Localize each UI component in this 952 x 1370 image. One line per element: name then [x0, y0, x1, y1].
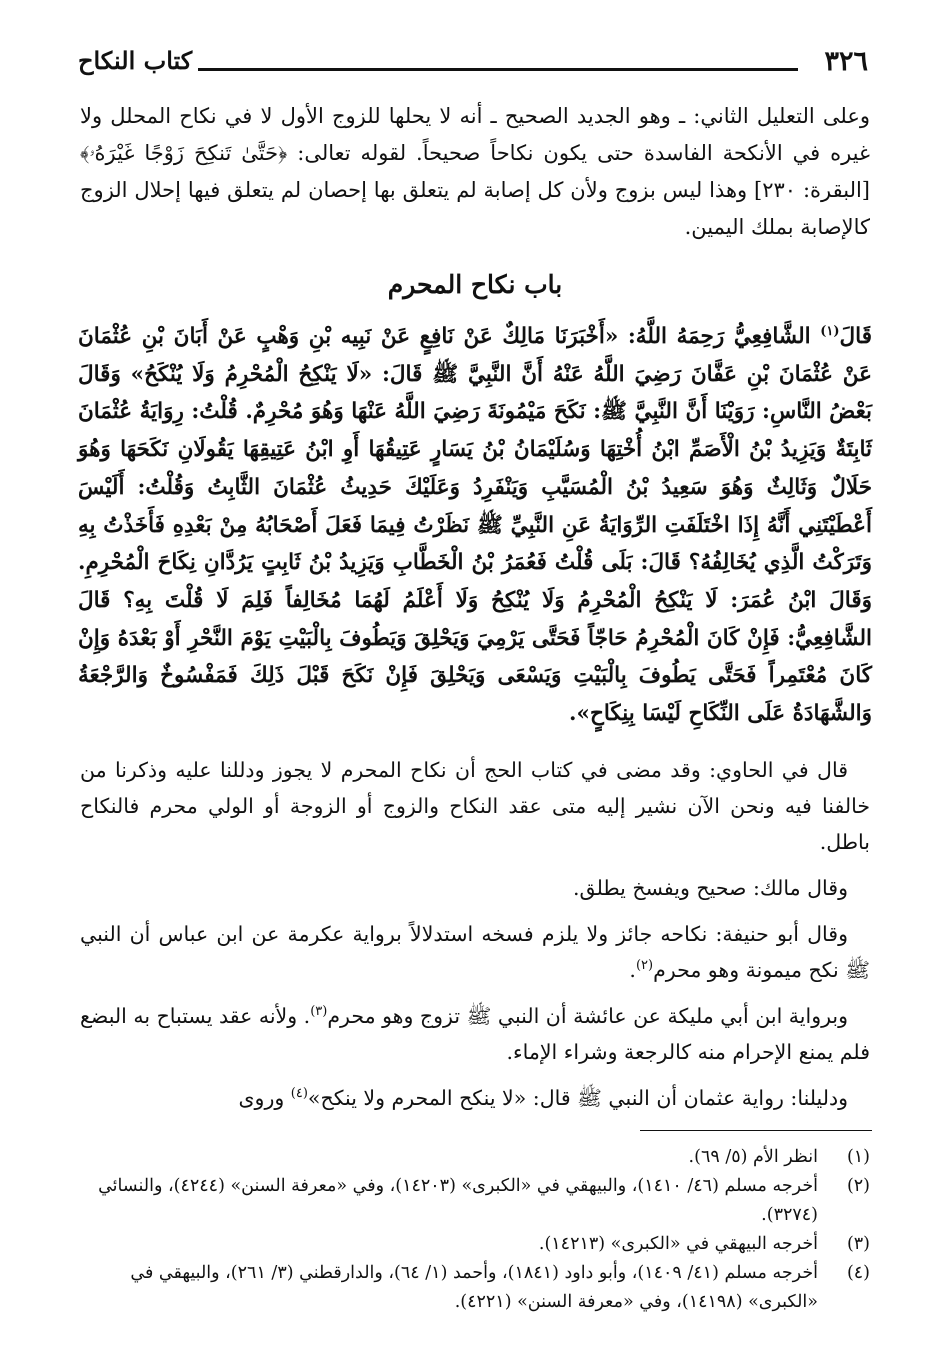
- footnote-text: أخرجه مسلم (٤١/ ١٤٠٩)، وأبو داود (١٨٤١)، وأحمد (١/ ٦٤)، والدارقطني (٣/ ٢٦١)، والبيهقي في «الكبرى» (١٤١٩٨)، وفي «معرفة السنن» (٤٢٢١).: [130, 1263, 818, 1312]
- page-header: [78, 46, 868, 86]
- book-title: كتاب النكاح: [78, 46, 193, 75]
- footnote-number: (١): [846, 1147, 870, 1167]
- footnote: [80, 1143, 870, 1172]
- footnote: [80, 1230, 870, 1259]
- p3-end: .: [629, 958, 636, 982]
- footnote-number: (٣): [846, 1234, 870, 1254]
- footnote: [80, 1259, 870, 1317]
- footnote-ref-3: (٣): [310, 1004, 328, 1020]
- commentary-paragraph-4: [80, 998, 870, 1070]
- footnote-ref-1: (١): [820, 323, 840, 339]
- p3-text: وقال أبو حنيفة: نكاحه جائز ولا يلزم فسخه استدلالاً برواية عكرمة عن ابن عباس أن النبي ﷺ نكح ميمونة وهو محرم: [80, 922, 870, 982]
- footnote: [80, 1172, 870, 1230]
- p4-text: وبرواية ابن أبي مليكة عن عائشة أن النبي ﷺ تزوج وهو محرم: [327, 1004, 849, 1028]
- page-number: ٣٢٦: [824, 46, 868, 77]
- commentary-paragraph-5: [80, 1080, 870, 1116]
- header-rule: [198, 68, 798, 71]
- commentary: [80, 752, 870, 1126]
- footnote-separator: [640, 1130, 872, 1131]
- chapter-title: باب نكاح المحرم: [387, 270, 563, 299]
- footnote-ref-2: (٢): [635, 958, 654, 974]
- footnote-text: أخرجه مسلم (٤٦/ ١٤١٠)، والبيهقي في «الكبرى» (١٤٢٠٣)، وفي «معرفة السنن» (٤٢٤٤)، والنسائي (٣٢٧٤).: [98, 1176, 818, 1225]
- p5-end: وروى: [238, 1086, 291, 1110]
- matn-text: [78, 318, 872, 733]
- footnote-number: (٤): [846, 1263, 870, 1283]
- commentary-paragraph-3: [80, 916, 870, 988]
- commentary-paragraph-1: قال في الحاوي: وقد مضى في كتاب الحج أن نكاح المحرم لا يجوز ودللنا عليه وذكرنا من خالفنا فيه ونحن الآن نشير إليه متى عقد النكاح والزوج أو الزوجة أو الولي محرم فالنكاح باطل.: [80, 758, 870, 854]
- p5-text: ودليلنا: رواية عثمان أن النبي ﷺ قال: «لا ينكح المحرم ولا ينكح»: [307, 1086, 848, 1110]
- footnote-text: انظر الأم (٥/ ٦٩).: [688, 1147, 818, 1167]
- intro-paragraph: وعلى التعليل الثاني: ـ وهو الجديد الصحيح ـ أنه لا يحلها للزوج الأول لا في نكاح المحلل ولا غيره في الأنكحة الفاسدة حتى يكون نكاحاً صحيحاً. لقوله تعالى: ﴿حَتَّىٰ تَنكِحَ زَوْجًا غَيْرَهُۥ﴾ [البقرة: ٢٣٠] وهذا ليس بزوج ولأن كل إصابة لم يتعلق بها إحصان لم يتعلق فيها إحلال الزوج كالإصابة بملك اليمين.: [80, 104, 870, 239]
- footnote-text: أخرجه البيهقي في «الكبرى» (١٤٢١٣).: [538, 1234, 818, 1254]
- footnotes: [80, 1143, 870, 1317]
- commentary-paragraph-2: وقال مالك: صحيح ويفسخ يطلق.: [572, 876, 848, 900]
- footnote-number: (٢): [846, 1176, 870, 1196]
- matn-lead: قَالَ: [839, 324, 872, 349]
- matn-body: الشَّافِعِيُّ رَحِمَهُ اللَّهُ: «أَخْبَرَنَا مَالِكٌ عَنْ نَافِعٍ عَنْ نَبِيه بْنِ وَهْبٍ عَنْ أَبَانَ بْنِ عُثْمَانَ عَنْ عُثْمَانَ بْنِ عَفَّانَ رَضِيَ اللَّهُ عَنْهُ أَنَّ النَّبِيَّ ﷺ قَالَ: «لَا يَنْكِحُ الْمُحْرِمُ وَلَا يُنْكَحُ» وَقَالَ بَعْضُ النَّاسِ: رَوَيْنَا أَنَّ النَّبِيَّ ﷺ: نَكَحَ مَيْمُونَةَ رَضِيَ اللَّهُ عَنْهَا وَهُوَ مُحْرِمٌ. قُلْتُ: رِوَايَةُ عُثْمَانَ ثَابِتَةٌ وَيَزِيدُ بْنُ الْأَصَمِّ ابْنُ أُخْتِهَا وَسُلَيْمَانُ بْنُ يَسَارٍ عَتِيقُهَا أَوِ ابْنُ عَتِيقِهَا يَقُولَانِ نَكَحَهَا وَهُوَ حَلَالٌ وَثَالِثٌ وَهُوَ سَعِيدُ بْنُ الْمُسَيَّبِ وَيَنْفَرِدُ وَعَلَيْكَ حَدِيثُ عُثْمَانَ الثَّابِتُ وَقُلْتُ: أَلَيْسَ أَعْطَيْتَنِي أَنَّهُ إِذَا اخْتَلَفَتِ الرِّوَايَةُ عَنِ النَّبِيِّ ﷺ نَظَرْتُ فِيمَا فَعَلَ أَصْحَابُهُ مِنْ بَعْدِهِ فَأَخَذْتُ بِهِ وَتَرَكْتُ الَّذِي يُخَالِفُهُ؟ قَالَ: بَلَى قُلْتُ فَعُمَرُ بْنُ الْخَطَّابِ وَيَزِيدُ بْنُ ثَابِتٍ يَرُدَّانِ نِكَاحَ الْمُحْرِمِ. وَقَالَ ابْنُ عُمَرَ: لَا يَنْكِحُ الْمُحْرِمُ وَلَا يُنْكِحُ وَلَا أَعْلَمُ لَهُمَا مُخَالِفاً فَلِمَ لَا قُلْتَ بِهِ؟ قَالَ الشَّافِعِيُّ: فَإِنْ كَانَ الْمُحْرِمُ حَاجّاً فَحَتَّى يَرْمِيَ وَيَحْلِقَ وَيَطُوفَ بِالْبَيْتِ يَوْمَ النَّحْرِ أَوْ بَعْدَهُ وَإِنْ كَانَ مُعْتَمِراً فَحَتَّى يَطُوفَ بِالْبَيْتِ وَيَسْعَى وَيَحْلِقَ فَإِنْ نَكَحَ قَبْلَ ذَلِكَ فَمَفْسُوخٌ وَالرَّجْعَةُ وَالشَّهَادَةُ عَلَى النِّكَاحِ لَيْسَا بِنِكَاحٍ».: [78, 324, 872, 727]
- footnote-ref-4: (٤): [290, 1086, 308, 1102]
- p4-end: . ولأنه عقد يستباح به البضع فلم يمنع الإحرام منه كالرجعة وشراء الإماء.: [80, 1004, 870, 1064]
